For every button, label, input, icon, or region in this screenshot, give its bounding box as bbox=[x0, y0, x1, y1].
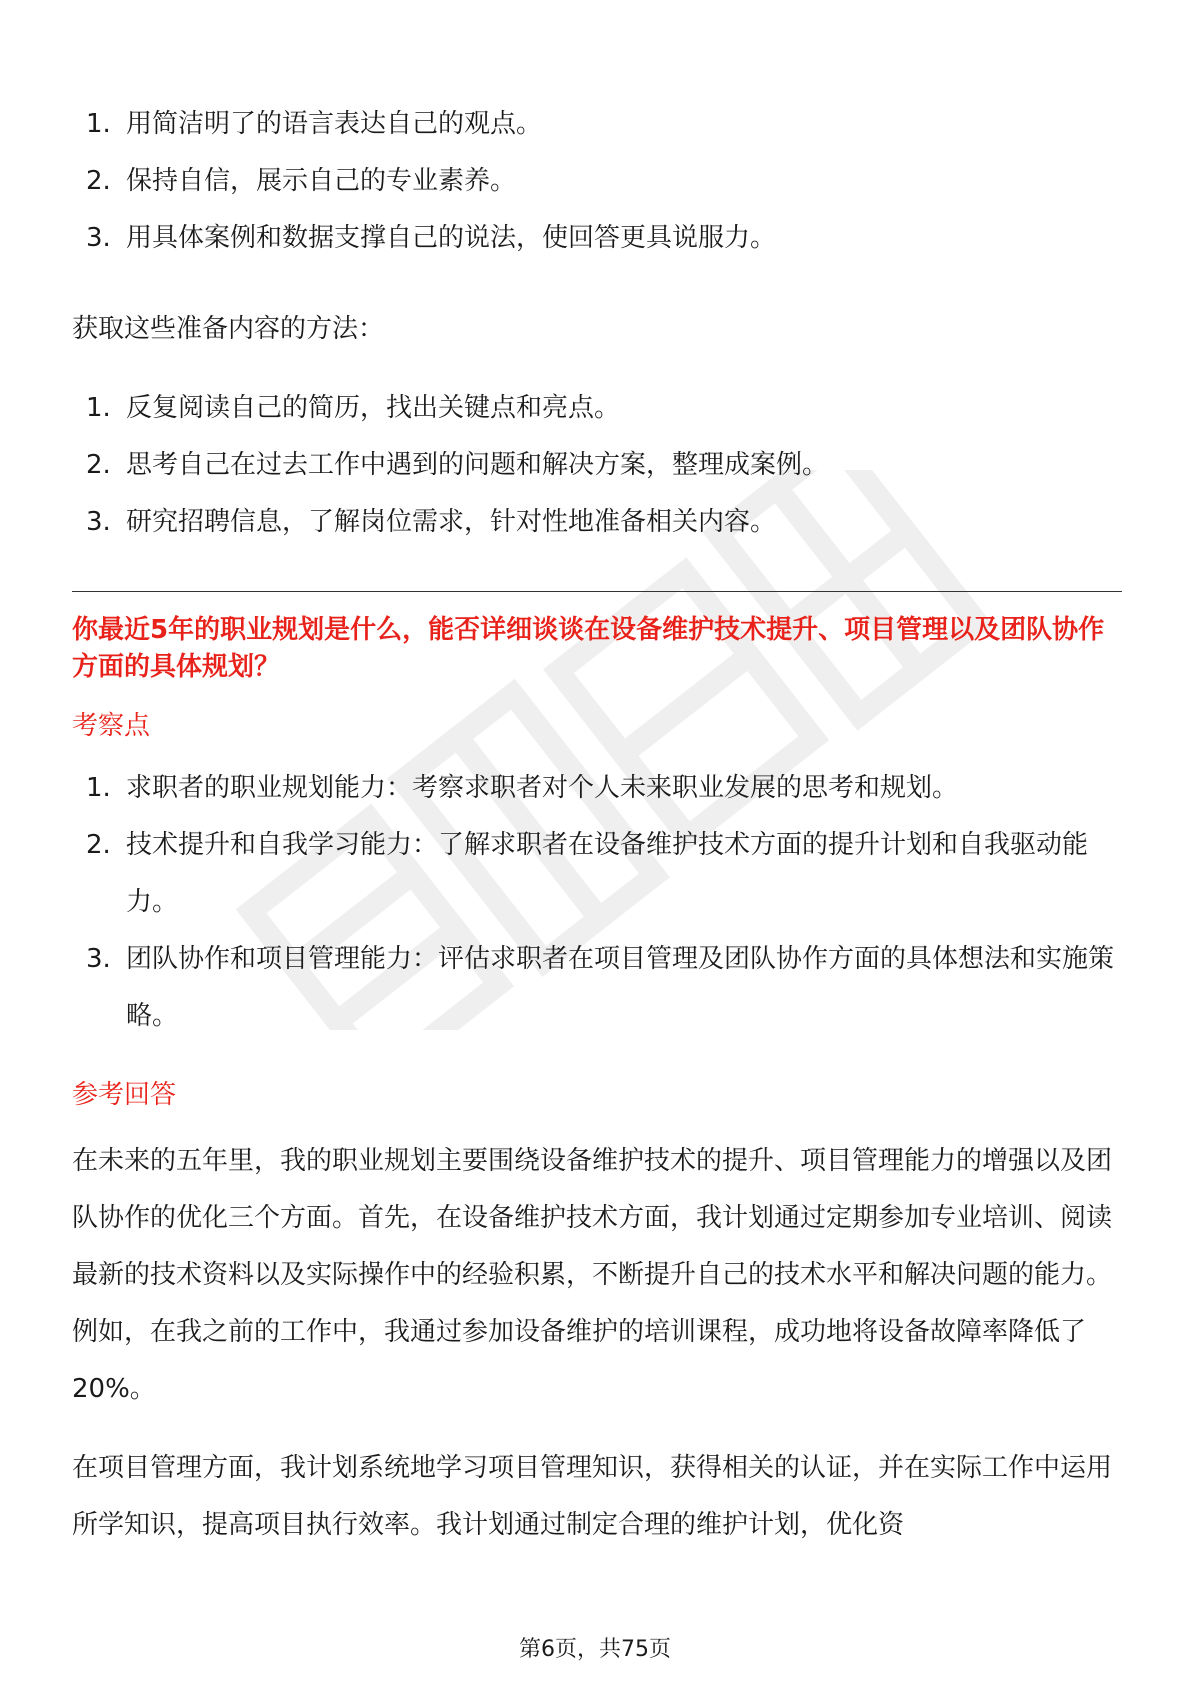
tip-item bbox=[72, 153, 1122, 210]
list-number: 2. bbox=[86, 450, 111, 480]
focus-item bbox=[72, 931, 1122, 1045]
list-number: 1. bbox=[86, 773, 111, 803]
list-item-text: 用简洁明了的语言表达自己的观点。 bbox=[126, 109, 543, 139]
tip-item bbox=[72, 210, 1122, 267]
list-item-text: 反复阅读自己的简历，找出关键点和亮点。 bbox=[126, 393, 621, 423]
list-item-text: 思考自己在过去工作中遇到的问题和解决方案，整理成案例。 bbox=[126, 450, 829, 480]
method-item bbox=[72, 380, 1122, 437]
list-item-text: 求职者的职业规划能力：考察求职者对个人未来职业发展的思考和规划。 bbox=[126, 773, 959, 803]
list-number: 3. bbox=[86, 944, 111, 974]
list-number: 1. bbox=[86, 393, 111, 423]
focus-item bbox=[72, 817, 1122, 931]
list-number: 1. bbox=[86, 109, 111, 139]
list-item-text: 保持自信，展示自己的专业素养。 bbox=[126, 166, 517, 196]
list-item-text: 技术提升和自我学习能力：了解求职者在设备维护技术方面的提升计划和自我驱动能力。 bbox=[126, 830, 1089, 917]
answer-paragraph: 在未来的五年里，我的职业规划主要围绕设备维护技术的提升、项目管理能力的增强以及团队协作的优化三个方面。首先，在设备维护技术方面，我计划通过定期参加专业培训、阅读最新的技术资料以及实际操作中的经验积累，不断提升自己的技术水平和解决问题的能力。例如，在我之前的工作中，我通过参加设备维护的培训课程，成功地将设备故障率降低了20%。 bbox=[72, 1146, 1113, 1404]
interview-question: 你最近5年的职业规划是什么，能否详细谈谈在设备维护技术提升、项目管理以及团队协作方面的具体规划？ bbox=[72, 615, 1105, 682]
section-divider bbox=[72, 591, 1122, 592]
tip-item bbox=[72, 96, 1122, 153]
answer-body bbox=[72, 1133, 1122, 1554]
methods-list bbox=[72, 380, 1122, 551]
list-number: 2. bbox=[86, 830, 111, 860]
methods-intro: 获取这些准备内容的方法： bbox=[72, 314, 385, 344]
list-item-text: 研究招聘信息，了解岗位需求，针对性地准备相关内容。 bbox=[126, 507, 777, 537]
list-item-text: 团队协作和项目管理能力：评估求职者在项目管理及团队协作方面的具体想法和实施策略。 bbox=[126, 944, 1115, 1031]
focus-item bbox=[72, 760, 1122, 817]
page-number: 第6页，共75页 bbox=[519, 1637, 671, 1662]
tips-list bbox=[72, 96, 1122, 267]
list-item-text: 用具体案例和数据支撑自己的说法，使回答更具说服力。 bbox=[126, 223, 777, 253]
list-number: 2. bbox=[86, 166, 111, 196]
method-item bbox=[72, 494, 1122, 551]
focus-list bbox=[72, 760, 1122, 1045]
list-number: 3. bbox=[86, 223, 111, 253]
content-area bbox=[72, 96, 1122, 1554]
answer-title: 参考回答 bbox=[72, 1080, 177, 1110]
focus-title: 考察点 bbox=[72, 711, 151, 741]
list-number: 3. bbox=[86, 507, 111, 537]
answer-paragraph: 在项目管理方面，我计划系统地学习项目管理知识，获得相关的认证，并在实际工作中运用所学知识，提高项目执行效率。我计划通过制定合理的维护计划，优化资 bbox=[72, 1453, 1113, 1540]
method-item bbox=[72, 437, 1122, 494]
